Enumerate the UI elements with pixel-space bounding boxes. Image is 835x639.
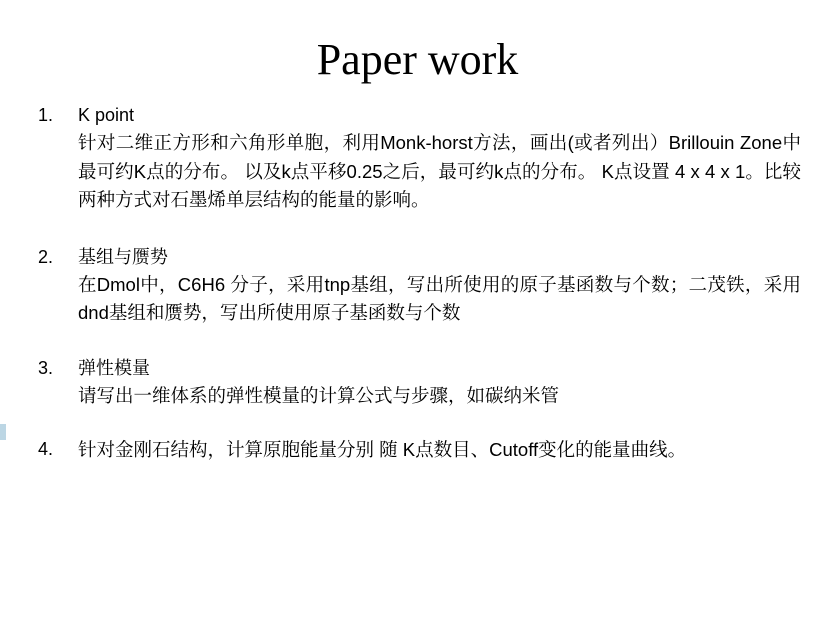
- list-item-heading: 针对金刚石结构，计算原胞能量分别 随 K点数目、Cutoff变化的能量曲线。: [78, 439, 687, 461]
- list-item: [34, 102, 801, 213]
- list-item: [34, 436, 801, 464]
- list-item-number: 4.: [38, 439, 54, 460]
- list-item-body: [78, 244, 801, 327]
- list-item-paragraph: 请写出一维体系的弹性模量的计算公式与步骤，如碳纳米管: [78, 384, 560, 406]
- list-item-body: [78, 355, 801, 410]
- left-edge-marker: [0, 424, 6, 440]
- list-item: [34, 244, 801, 327]
- content-list: [0, 84, 835, 464]
- list-item-number: 2.: [38, 246, 54, 267]
- list-item-number: 1.: [38, 105, 54, 126]
- list-item-heading: 基组与赝势: [78, 246, 168, 267]
- list-item-heading: 弹性模量: [78, 357, 150, 378]
- list-item-paragraph: 在Dmol中，C6H6 分子，采用tnp基组，写出所使用的原子基函数与个数；二茂铁，采用dnd基组和赝势，写出所使用原子基函数与个数: [78, 273, 801, 323]
- list-item-body: [78, 436, 801, 464]
- page-title: Paper work: [316, 35, 519, 84]
- list-item-number: 3.: [38, 357, 54, 378]
- list-item-heading: K point: [78, 105, 135, 126]
- list-item: [34, 355, 801, 410]
- list-item-paragraph: 针对二维正方形和六角形单胞，利用Monk-horst方法，画出(或者列出）Brillouin Zone中最可约K点的分布。 以及k点平移0.25之后，最可约k点的分布。 K点设置 4 x 4 x 1。比较两种方式对石墨烯单层结构的能量的影响。: [78, 132, 801, 210]
- list-item-body: [78, 102, 801, 213]
